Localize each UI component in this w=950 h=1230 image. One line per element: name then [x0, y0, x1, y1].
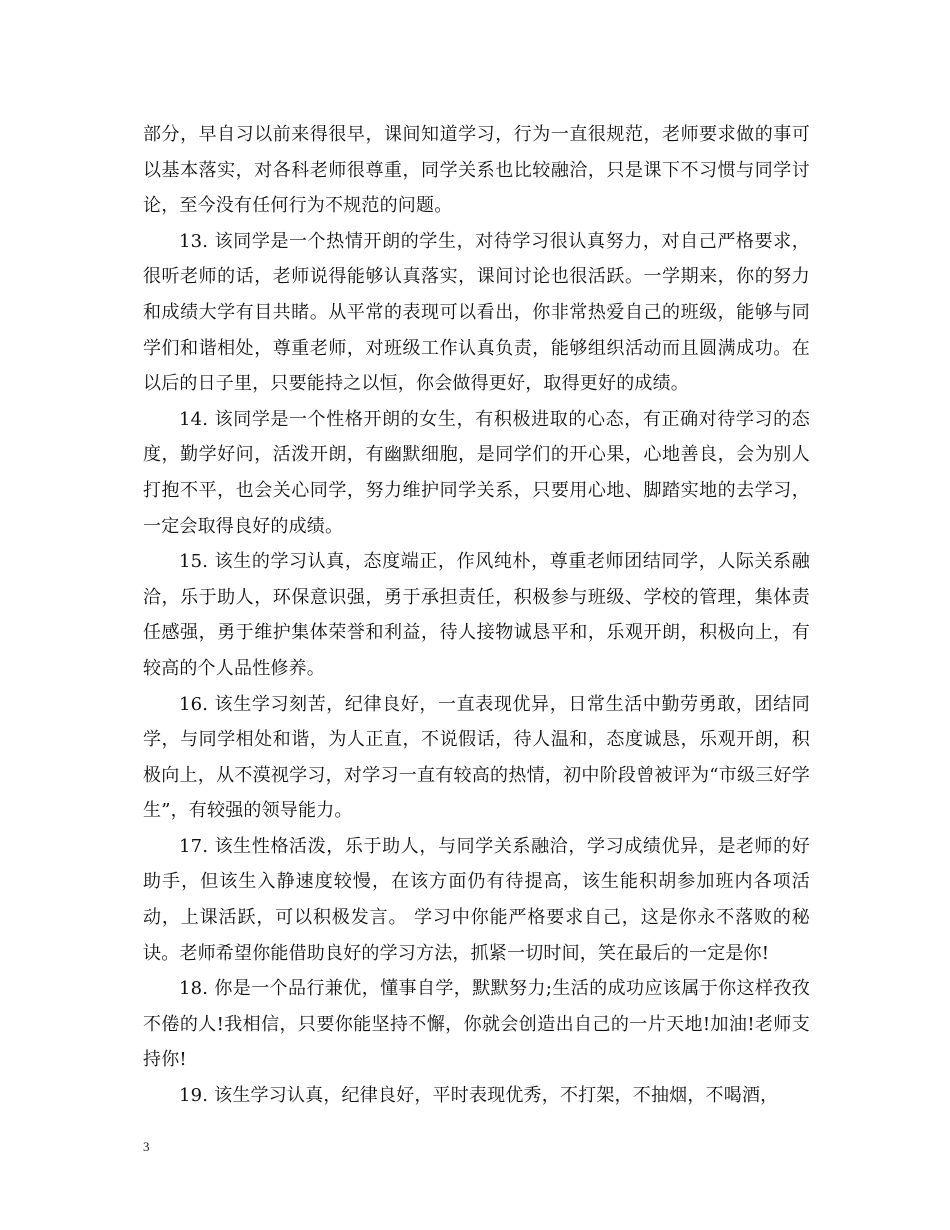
paragraph-text: 该生的学习认真，态度端正，作风纯朴，尊重老师团结同学，人际关系融洽，乐于助人，环保意识强，勇于承担责任，积极参与班级、学校的管理，集体责任感强，勇于维护集体荣誉和利益，待人接物诚恳平和，乐观开朗，积极向上，有较高的个人品性修养。	[143, 551, 810, 679]
paragraph-number: 15.	[179, 551, 209, 573]
paragraph-number: 17.	[179, 835, 209, 857]
paragraph-14	[143, 402, 810, 544]
paragraph-number: 19.	[179, 1085, 209, 1107]
paragraph-16	[143, 687, 810, 829]
paragraph-text: 该生学习刻苦，纪律良好，一直表现优异，日常生活中勤劳勇敢，团结同学，与同学相处和谐，为人正直，不说假话，待人温和，态度诚恳，乐观开朗，积极向上，从不漠视学习，对学习一直有较高的热情，初中阶段曾被评为“市级三好学生”，有较强的领导能力。	[143, 693, 810, 822]
page-number: 3	[143, 1139, 150, 1154]
paragraph-13	[143, 224, 810, 402]
document-body	[143, 117, 810, 1114]
paragraph-number: 16.	[179, 693, 209, 715]
paragraph-15	[143, 544, 810, 686]
paragraph-text: 该生性格活泼，乐于助人，与同学关系融洽，学习成绩优异，是老师的好助手，但该生入静速度较慢，在该方面仍有待提高，该生能积胡参加班内各项活动，上课活跃，可以积极发言。 学习中你能严格要求自己，这是你永不落败的秘诀。老师希望你能借助良好的学习方法，抓紧一切时间，笑在最后的一定是你!	[143, 835, 810, 964]
paragraph-text: 你是一个品行兼优，懂事自学，默默努力;生活的成功应该属于你这样孜孜不倦的人!我相信，只要你能坚持不懈，你就会创造出自己的一片天地!加油!老师支持你!	[143, 978, 810, 1071]
paragraph-number: 14.	[179, 408, 209, 430]
paragraph-19	[143, 1078, 810, 1114]
paragraph-text: 该同学是一个热情开朗的学生，对待学习很认真努力，对自己严格要求，很听老师的话，老师说得能够认真落实，课间讨论也很活跃。一学期来，你的努力和成绩大学有目共睹。从平常的表现可以看出，你非常热爱自己的班级，能够与同学们和谐相处，尊重老师，对班级工作认真负责，能够组织活动而且圆满成功。在以后的日子里，只要能持之以恒，你会做得更好，取得更好的成绩。	[143, 230, 810, 395]
paragraph-text: 部分，早自习以前来得很早，课间知道学习，行为一直很规范，老师要求做的事可以基本落实，对各科老师很尊重，同学关系也比较融洽，只是课下不习惯与同学讨论，至今没有任何行为不规范的问题。	[143, 124, 810, 217]
paragraph-text: 该生学习认真，纪律良好，平时表现优秀，不打架，不抽烟，不喝酒，	[214, 1085, 779, 1107]
paragraph-number: 18.	[179, 978, 209, 1000]
paragraph-number: 13.	[179, 230, 209, 252]
paragraph-text: 该同学是一个性格开朗的女生，有积极进取的心态，有正确对待学习的态度，勤学好问，活泼开朗，有幽默细胞，是同学们的开心果，心地善良，会为别人打抱不平，也会关心同学，努力维护同学关系，只要用心地、脚踏实地的去学习，一定会取得良好的成绩。	[143, 408, 810, 537]
paragraph-continued	[143, 117, 810, 224]
paragraph-17	[143, 829, 810, 971]
paragraph-18	[143, 971, 810, 1078]
